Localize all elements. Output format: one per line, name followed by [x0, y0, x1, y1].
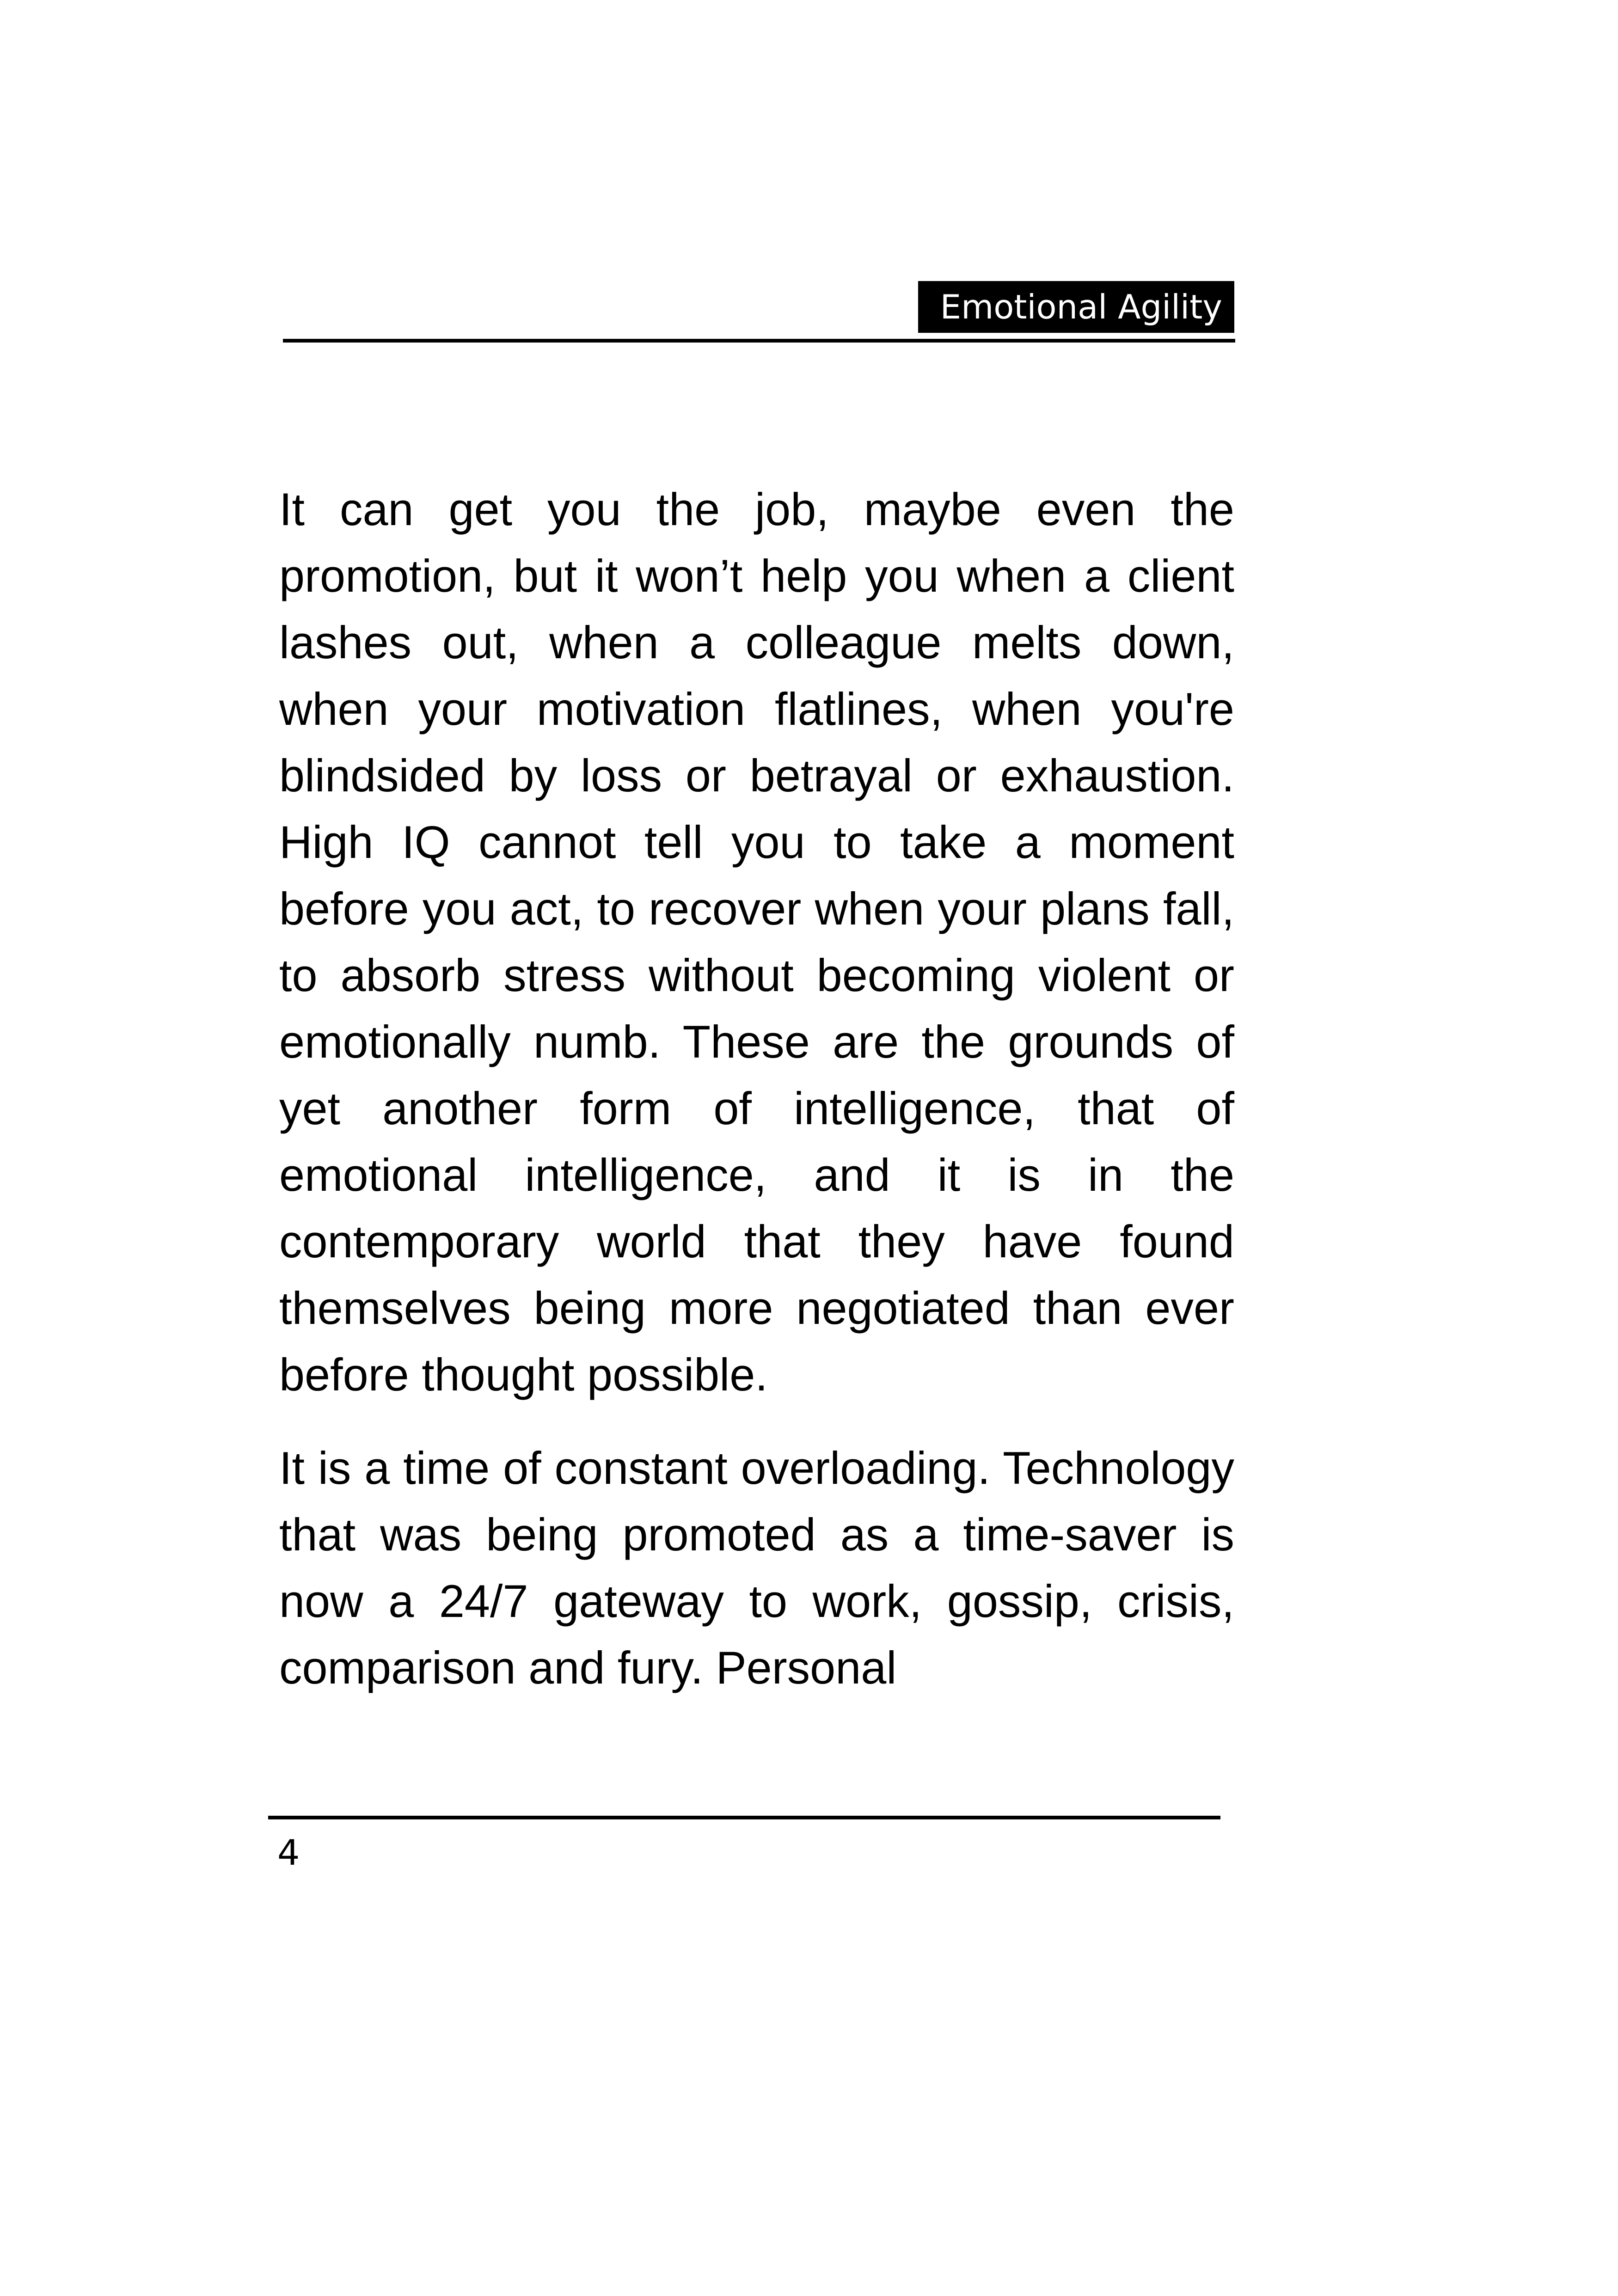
footer-divider — [268, 1816, 1220, 1819]
header-divider — [283, 339, 1235, 343]
paragraph: It can get you the job, maybe even the promotion, but it won’t help you when a client lashes out, when a colleague melts down, when your motivation flatlines, when you're blindsided by loss or betrayal or exhaustion. High IQ cannot tell you to take a moment before you act, to recover when your plans fall, to absorb stress without becoming violent or emotionally numb. These are the grounds of yet another form of intelligence, that of emotional intelligence, and it is in the contemporary world that they have found themselves being more negotiated than ever before thought possible. — [279, 484, 1234, 1400]
body-text — [279, 476, 1234, 1701]
running-header-title: Emotional Agility — [918, 281, 1234, 333]
page-number: 4 — [277, 1832, 300, 1873]
paragraph: It is a time of constant overloading. Technology that was being promoted as a time-saver is now a 24/7 gateway to work, gossip, crisis, comparison and fury. Personal — [279, 1442, 1234, 1693]
